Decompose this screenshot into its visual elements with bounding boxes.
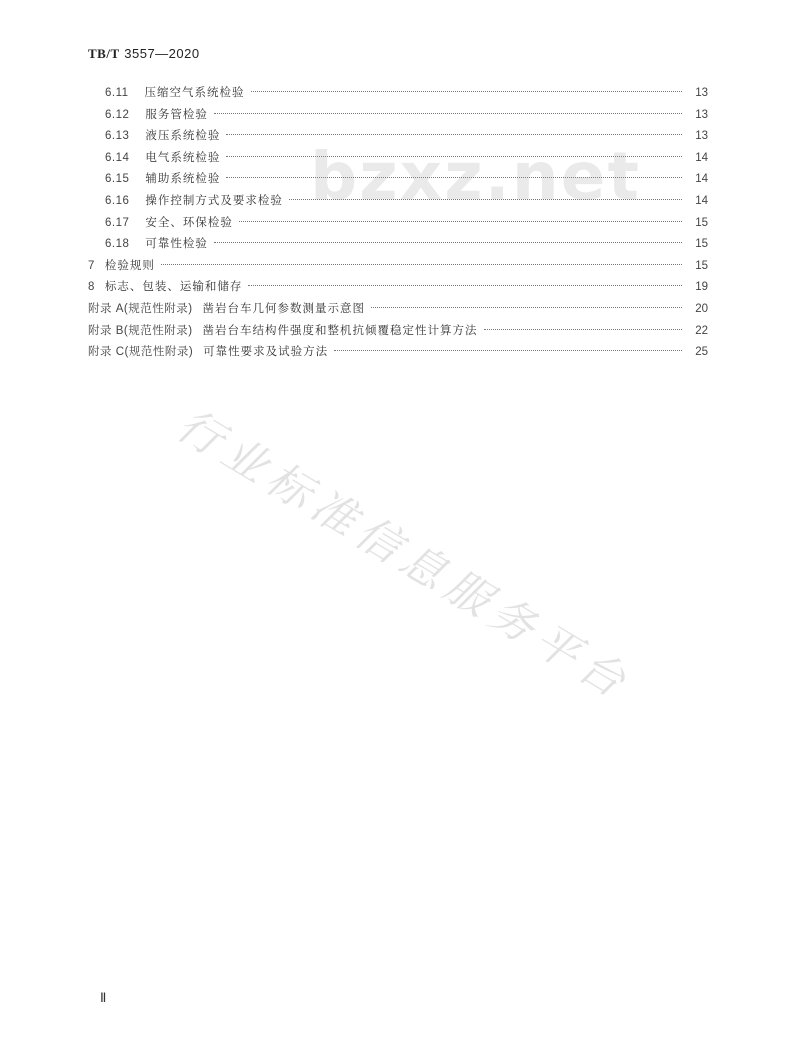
toc-title: 检验规则 xyxy=(104,257,155,272)
toc-page-number: 13 xyxy=(695,108,708,121)
watermark-site: bzxz.net xyxy=(310,138,642,215)
standard-number: 3557—2020 xyxy=(124,46,200,61)
toc-leader-dots xyxy=(251,91,682,92)
toc-page-number: 25 xyxy=(695,346,708,359)
toc-title: 凿岩台车结构件强度和整机抗倾覆稳定性计算方法 xyxy=(202,322,478,337)
toc-section-number: 7 xyxy=(88,259,95,272)
watermark-text: 行业标准信息服务平台 xyxy=(168,399,641,711)
toc-section-number: 附录 C(规范性附录) xyxy=(88,346,194,359)
toc-page-number: 13 xyxy=(695,87,708,99)
toc-leader-dots xyxy=(334,350,682,351)
toc-entry[interactable] xyxy=(88,104,708,126)
toc-section-number: 6.13 xyxy=(105,130,130,143)
toc-title: 服务管检验 xyxy=(145,106,208,121)
toc-title: 可靠性要求及试验方法 xyxy=(203,344,329,359)
toc-leader-dots xyxy=(214,113,682,114)
toc-entry[interactable] xyxy=(88,125,708,147)
toc-leader-dots xyxy=(371,307,682,308)
toc-section-number: 6.17 xyxy=(105,216,130,229)
toc-title: 可靠性检验 xyxy=(145,236,208,251)
toc-leader-dots xyxy=(484,329,682,330)
toc-leader-dots xyxy=(161,264,682,265)
toc-title: 安全、环保检验 xyxy=(145,214,233,229)
toc-section-number: 6.16 xyxy=(105,194,130,207)
toc-page-number: 14 xyxy=(695,173,708,186)
toc-page-number: 22 xyxy=(695,324,708,337)
toc-page-number: 14 xyxy=(695,151,708,164)
table-of-contents xyxy=(88,82,708,363)
toc-page-number: 14 xyxy=(695,194,708,207)
toc-entry[interactable] xyxy=(88,82,708,104)
toc-section-number: 6.14 xyxy=(105,151,130,164)
page-number: Ⅱ xyxy=(100,990,107,1005)
toc-leader-dots xyxy=(289,199,682,200)
document-header xyxy=(88,46,200,62)
toc-leader-dots xyxy=(226,156,682,157)
toc-title: 标志、包装、运输和储存 xyxy=(104,279,243,294)
toc-section-number: 6.15 xyxy=(105,173,130,186)
toc-page-number: 20 xyxy=(695,302,708,315)
toc-page-number: 19 xyxy=(695,281,708,294)
toc-section-number: 6.11 xyxy=(105,87,129,99)
toc-leader-dots xyxy=(226,177,682,178)
toc-entry[interactable] xyxy=(88,168,708,190)
toc-section-number: 8 xyxy=(88,281,95,294)
toc-leader-dots xyxy=(248,285,682,286)
toc-section-number: 6.18 xyxy=(105,238,130,251)
toc-leader-dots xyxy=(239,221,682,222)
toc-title: 操作控制方式及要求检验 xyxy=(145,192,283,207)
toc-title: 凿岩台车几何参数测量示意图 xyxy=(202,300,366,315)
toc-entry[interactable] xyxy=(88,298,708,320)
toc-title: 液压系统检验 xyxy=(145,128,221,143)
standard-code: TB/T xyxy=(88,46,120,61)
toc-section-number: 6.12 xyxy=(105,108,130,121)
toc-title: 辅助系统检验 xyxy=(145,171,221,186)
toc-page-number: 13 xyxy=(695,130,708,143)
toc-entry[interactable] xyxy=(88,320,708,342)
toc-title: 电气系统检验 xyxy=(145,149,221,164)
toc-leader-dots xyxy=(226,134,682,135)
toc-entry[interactable] xyxy=(88,233,708,255)
toc-section-number: 附录 B(规范性附录) xyxy=(88,324,193,337)
toc-leader-dots xyxy=(214,242,682,243)
toc-entry[interactable] xyxy=(88,276,708,298)
toc-page-number: 15 xyxy=(695,238,708,251)
toc-section-number: 附录 A(规范性附录) xyxy=(88,302,193,315)
toc-entry[interactable] xyxy=(88,255,708,277)
toc-page-number: 15 xyxy=(695,216,708,229)
toc-entry[interactable] xyxy=(88,147,708,169)
toc-entry[interactable] xyxy=(88,341,708,363)
toc-title: 压缩空气系统检验 xyxy=(144,85,245,99)
toc-entry[interactable] xyxy=(88,212,708,234)
toc-entry[interactable] xyxy=(88,190,708,212)
toc-page-number: 15 xyxy=(695,259,708,272)
